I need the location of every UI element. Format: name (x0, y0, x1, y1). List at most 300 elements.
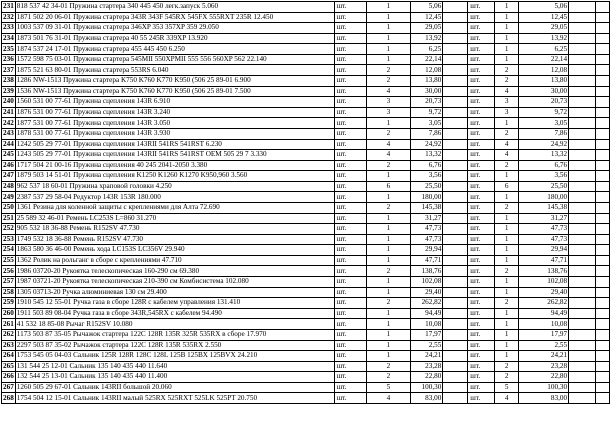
unit-cell: шт. (334, 181, 366, 192)
quantity-cell-2: 1 (495, 287, 519, 298)
empty-cell (569, 224, 596, 235)
table-row (2, 139, 610, 150)
unit-cell: шт. (334, 329, 366, 340)
empty-cell (595, 139, 609, 150)
unit-cell-2: шт. (468, 245, 495, 256)
row-number: 231 (3, 2, 14, 11)
amount-cell-2: 47,73 (519, 224, 569, 235)
row-number: 240 (3, 97, 14, 106)
empty-cell (595, 277, 609, 288)
amount-cell-2: 13,80 (519, 76, 569, 87)
quantity-cell: 1 (366, 118, 411, 129)
amount-cell-2: 12,08 (519, 65, 569, 76)
table-row (2, 2, 610, 13)
unit-cell-2: шт. (468, 150, 495, 161)
table-row (2, 382, 610, 393)
table-row (2, 213, 610, 224)
unit-cell: шт. (334, 255, 366, 266)
quantity-cell-2: 2 (495, 372, 519, 383)
row-number: 256 (3, 266, 14, 275)
empty-cell (569, 361, 596, 372)
empty-cell (595, 382, 609, 393)
row-number: 237 (3, 65, 14, 74)
amount-cell-2: 47,73 (519, 234, 569, 245)
empty-cell (595, 23, 609, 34)
quantity-cell-2: 4 (495, 86, 519, 97)
table-row (2, 107, 610, 118)
empty-cell (443, 107, 468, 118)
empty-cell (595, 393, 609, 404)
quantity-cell: 2 (366, 202, 411, 213)
quantity-cell-2: 1 (495, 2, 519, 13)
row-number: 268 (3, 393, 14, 402)
quantity-cell: 2 (366, 76, 411, 87)
amount-cell-2: 24,92 (519, 139, 569, 150)
empty-cell (595, 171, 609, 182)
empty-cell (595, 245, 609, 256)
unit-cell: шт. (334, 192, 366, 203)
amount-cell: 25,50 (411, 181, 443, 192)
unit-cell-2: шт. (468, 393, 495, 404)
quantity-cell-2: 1 (495, 33, 519, 44)
empty-cell (443, 382, 468, 393)
empty-cell (569, 255, 596, 266)
amount-cell-2: 138,76 (519, 266, 569, 277)
unit-cell: шт. (334, 118, 366, 129)
amount-cell-2: 3,56 (519, 171, 569, 182)
unit-cell-2: шт. (468, 382, 495, 393)
empty-cell (443, 298, 468, 309)
quantity-cell: 1 (366, 44, 411, 55)
empty-cell (569, 107, 596, 118)
item-description: 132 544 25 13-01 Сальник 135 140 435 440 11.400 (15, 372, 334, 383)
quantity-cell-2: 1 (495, 44, 519, 55)
empty-cell (569, 308, 596, 319)
empty-cell (443, 351, 468, 362)
empty-cell (443, 372, 468, 383)
empty-cell (595, 65, 609, 76)
amount-cell-2: 94,49 (519, 308, 569, 319)
empty-cell (595, 340, 609, 351)
table-row (2, 234, 610, 245)
item-description: 1863 580 36 46-00 Ремень хода LC153S LC356V 29.940 (15, 245, 334, 256)
amount-cell: 94,49 (411, 308, 443, 319)
item-description: 1874 537 24 17-01 Пружина стартера 455 445 450 6.250 (15, 44, 334, 55)
amount-cell-2: 13,32 (519, 150, 569, 161)
amount-cell: 47,71 (411, 255, 443, 266)
unit-cell-2: шт. (468, 372, 495, 383)
unit-cell-2: шт. (468, 287, 495, 298)
table-row (2, 44, 610, 55)
row-number: 235 (3, 44, 14, 53)
unit-cell-2: шт. (468, 266, 495, 277)
amount-cell-2: 30,00 (519, 86, 569, 97)
unit-cell-2: шт. (468, 86, 495, 97)
unit-cell-2: шт. (468, 202, 495, 213)
quantity-cell-2: 1 (495, 224, 519, 235)
quantity-cell-2: 1 (495, 12, 519, 23)
quantity-cell-2: 1 (495, 234, 519, 245)
item-description: 1260 505 29 67-01 Сальник 143RII большой 20.060 (15, 382, 334, 393)
unit-cell-2: шт. (468, 139, 495, 150)
amount-cell-2: 47,71 (519, 255, 569, 266)
item-description: 1173 503 87 35-05 Рычажок стартера 122C 128R 135R 325R 535RX в сборе 17.970 (15, 329, 334, 340)
unit-cell-2: шт. (468, 329, 495, 340)
amount-cell: 13,80 (411, 76, 443, 87)
empty-cell (443, 329, 468, 340)
unit-cell-2: шт. (468, 128, 495, 139)
quantity-cell: 1 (366, 308, 411, 319)
quantity-cell: 1 (366, 192, 411, 203)
empty-cell (443, 287, 468, 298)
empty-cell (443, 171, 468, 182)
unit-cell: шт. (334, 213, 366, 224)
unit-cell-2: шт. (468, 118, 495, 129)
quantity-cell: 1 (366, 255, 411, 266)
amount-cell: 138,76 (411, 266, 443, 277)
amount-cell: 3,56 (411, 171, 443, 182)
item-description: 1572 598 75 03-01 Пружина стартера 545МII 550XPМII 555 556 560XP 562 22.140 (15, 54, 334, 65)
table-row (2, 372, 610, 383)
unit-cell: шт. (334, 308, 366, 319)
row-number: 244 (3, 139, 14, 148)
empty-cell (595, 213, 609, 224)
empty-cell (595, 192, 609, 203)
quantity-cell-2: 2 (495, 76, 519, 87)
row-number: 265 (3, 361, 14, 370)
row-number: 247 (3, 171, 14, 180)
item-description: 1876 531 00 77-61 Пружина сцепления 143R 3.240 (15, 107, 334, 118)
empty-cell (443, 192, 468, 203)
quantity-cell: 1 (366, 171, 411, 182)
empty-cell (443, 12, 468, 23)
amount-cell: 22,14 (411, 54, 443, 65)
empty-cell (569, 128, 596, 139)
quantity-cell: 1 (366, 340, 411, 351)
empty-cell (569, 266, 596, 277)
quantity-cell-2: 4 (495, 150, 519, 161)
unit-cell: шт. (334, 266, 366, 277)
row-number: 233 (3, 23, 14, 32)
quantity-cell-2: 1 (495, 351, 519, 362)
item-description: 1877 531 00 77-61 Пружина сцепления 143R 3.050 (15, 118, 334, 129)
amount-cell-2: 9,72 (519, 107, 569, 118)
quantity-cell: 3 (366, 107, 411, 118)
amount-cell-2: 262,82 (519, 298, 569, 309)
amount-cell-2: 6,76 (519, 160, 569, 171)
item-description: 1003 537 09 31-01 Пружина стартера 346XP 353 357XP 359 29.050 (15, 23, 334, 34)
empty-cell (595, 76, 609, 87)
quantity-cell-2: 1 (495, 308, 519, 319)
row-number: 258 (3, 287, 14, 296)
empty-cell (569, 44, 596, 55)
unit-cell-2: шт. (468, 224, 495, 235)
amount-cell: 31,27 (411, 213, 443, 224)
empty-cell (443, 308, 468, 319)
empty-cell (443, 245, 468, 256)
amount-cell: 6,25 (411, 44, 443, 55)
unit-cell-2: шт. (468, 192, 495, 203)
amount-cell: 12,08 (411, 65, 443, 76)
unit-cell: шт. (334, 298, 366, 309)
item-description: 1871 502 20 06-01 Пружина стартера 343R 343F 545RX 545FX 555RXT 235R 12.450 (15, 12, 334, 23)
empty-cell (569, 393, 596, 404)
empty-cell (443, 97, 468, 108)
empty-cell (443, 44, 468, 55)
quantity-cell: 1 (366, 213, 411, 224)
amount-cell: 29,05 (411, 23, 443, 34)
unit-cell: шт. (334, 245, 366, 256)
empty-cell (443, 277, 468, 288)
unit-cell: шт. (334, 361, 366, 372)
unit-cell: шт. (334, 33, 366, 44)
item-description: 25 589 32 46-01 Ремень LC253S L=860 31.270 (15, 213, 334, 224)
empty-cell (443, 202, 468, 213)
empty-cell (569, 76, 596, 87)
empty-cell (569, 65, 596, 76)
amount-cell: 3,05 (411, 118, 443, 129)
empty-cell (595, 298, 609, 309)
item-description: 1910 545 12 55-01 Ручка газа в сборе 128R с кабелем управления 131.410 (15, 298, 334, 309)
amount-cell: 9,72 (411, 107, 443, 118)
empty-cell (595, 86, 609, 97)
unit-cell: шт. (334, 202, 366, 213)
empty-cell (595, 255, 609, 266)
quantity-cell: 1 (366, 12, 411, 23)
empty-cell (443, 213, 468, 224)
item-description: 131 544 25 12-01 Сальник 135 140 435 440 11.640 (15, 361, 334, 372)
empty-cell (569, 160, 596, 171)
row-number: 249 (3, 192, 14, 201)
quantity-cell: 1 (366, 33, 411, 44)
quantity-cell: 1 (366, 234, 411, 245)
table-row (2, 329, 610, 340)
amount-cell-2: 20,73 (519, 97, 569, 108)
table-row (2, 351, 610, 362)
table-row (2, 361, 610, 372)
unit-cell: шт. (334, 224, 366, 235)
quantity-cell: 1 (366, 23, 411, 34)
empty-cell (443, 139, 468, 150)
table-row (2, 393, 610, 404)
item-description: 905 532 18 36-88 Ремень R152SV 47.730 (15, 224, 334, 235)
amount-cell-2: 180,00 (519, 192, 569, 203)
empty-cell (443, 181, 468, 192)
empty-cell (569, 319, 596, 330)
table-row (2, 245, 610, 256)
amount-cell-2: 3,05 (519, 118, 569, 129)
table-row (2, 33, 610, 44)
quantity-cell: 2 (366, 65, 411, 76)
unit-cell-2: шт. (468, 255, 495, 266)
item-description: 1987 03721-20 Рукоятка телескопическая 210-390 см Комбисистема 102.080 (15, 277, 334, 288)
item-description: 1873 501 76 31-01 Пружина стартера 40 55 245R 339XP 13.920 (15, 33, 334, 44)
amount-cell-2: 100,30 (519, 382, 569, 393)
table-row (2, 266, 610, 277)
amount-cell-2: 5,06 (519, 2, 569, 13)
unit-cell-2: шт. (468, 107, 495, 118)
empty-cell (595, 351, 609, 362)
row-number: 246 (3, 160, 14, 169)
amount-cell: 7,86 (411, 128, 443, 139)
unit-cell: шт. (334, 393, 366, 404)
quantity-cell-2: 1 (495, 319, 519, 330)
row-number: 260 (3, 308, 14, 317)
item-description: 1305 03713-20 Ручка алюминиевая 130 см 29.400 (15, 287, 334, 298)
item-description: 818 537 42 34-01 Пружина стартера 340 445 450 легк.запуск 5.060 (15, 2, 334, 13)
unit-cell-2: шт. (468, 2, 495, 13)
empty-cell (595, 181, 609, 192)
unit-cell: шт. (334, 128, 366, 139)
amount-cell: 23,28 (411, 361, 443, 372)
empty-cell (569, 287, 596, 298)
quantity-cell-2: 2 (495, 65, 519, 76)
unit-cell-2: шт. (468, 171, 495, 182)
table-row (2, 86, 610, 97)
table-row (2, 298, 610, 309)
empty-cell (569, 181, 596, 192)
row-number: 253 (3, 234, 14, 243)
quantity-cell-2: 2 (495, 361, 519, 372)
unit-cell: шт. (334, 287, 366, 298)
row-number: 234 (3, 33, 14, 42)
unit-cell-2: шт. (468, 33, 495, 44)
quantity-cell-2: 1 (495, 255, 519, 266)
quantity-cell: 6 (366, 181, 411, 192)
quantity-cell-2: 1 (495, 329, 519, 340)
item-description: 1536 NW-1513 Пружина стартера K750 K760 K770 K950 (506 25 89-01 7.500 (15, 86, 334, 97)
amount-cell-2: 22,80 (519, 372, 569, 383)
quantity-cell: 4 (366, 150, 411, 161)
quantity-cell-2: 5 (495, 382, 519, 393)
amount-cell-2: 25,50 (519, 181, 569, 192)
unit-cell: шт. (334, 351, 366, 362)
amount-cell: 262,82 (411, 298, 443, 309)
empty-cell (569, 245, 596, 256)
amount-cell: 30,00 (411, 86, 443, 97)
unit-cell-2: шт. (468, 319, 495, 330)
unit-cell: шт. (334, 12, 366, 23)
empty-cell (443, 150, 468, 161)
quantity-cell-2: 1 (495, 171, 519, 182)
unit-cell-2: шт. (468, 97, 495, 108)
amount-cell: 100,30 (411, 382, 443, 393)
empty-cell (569, 329, 596, 340)
amount-cell: 22,80 (411, 372, 443, 383)
empty-cell (595, 33, 609, 44)
quantity-cell: 1 (366, 287, 411, 298)
empty-cell (443, 160, 468, 171)
unit-cell: шт. (334, 44, 366, 55)
amount-cell-2: 17,97 (519, 329, 569, 340)
quantity-cell: 1 (366, 245, 411, 256)
amount-cell-2: 10,08 (519, 319, 569, 330)
row-number: 243 (3, 129, 14, 138)
amount-cell: 180,00 (411, 192, 443, 203)
empty-cell (569, 12, 596, 23)
unit-cell-2: шт. (468, 44, 495, 55)
amount-cell: 5,06 (411, 2, 443, 13)
table-row (2, 319, 610, 330)
table-row (2, 97, 610, 108)
empty-cell (595, 224, 609, 235)
empty-cell (595, 118, 609, 129)
row-number: 248 (3, 182, 14, 191)
empty-cell (569, 192, 596, 203)
table-body (2, 2, 610, 404)
amount-cell: 24,92 (411, 139, 443, 150)
empty-cell (569, 202, 596, 213)
empty-cell (569, 382, 596, 393)
empty-cell (443, 224, 468, 235)
inventory-table (1, 1, 610, 404)
amount-cell-2: 83,00 (519, 393, 569, 404)
empty-cell (595, 2, 609, 13)
unit-cell: шт. (334, 372, 366, 383)
amount-cell-2: 145,38 (519, 202, 569, 213)
empty-cell (595, 97, 609, 108)
empty-cell (569, 118, 596, 129)
row-number: 267 (3, 383, 14, 391)
empty-cell (595, 287, 609, 298)
item-description: 1911 503 89 08-04 Ручка газа в сборе 343R,545RX с кабелем 94.490 (15, 308, 334, 319)
table-row (2, 202, 610, 213)
unit-cell-2: шт. (468, 65, 495, 76)
quantity-cell: 1 (366, 329, 411, 340)
item-description: 1717 504 21 00-16 Пружина сцепления 40 245 2041-2050 3.380 (15, 160, 334, 171)
amount-cell: 47,73 (411, 224, 443, 235)
unit-cell-2: шт. (468, 76, 495, 87)
row-number: 259 (3, 298, 14, 307)
item-description: 1243 505 29 77-01 Пружина сцепления 143RII 541RS 541RST OEM 505 29 7 3.330 (15, 150, 334, 161)
quantity-cell-2: 2 (495, 202, 519, 213)
row-number: 257 (3, 277, 14, 286)
unit-cell-2: шт. (468, 160, 495, 171)
table-row (2, 181, 610, 192)
quantity-cell: 2 (366, 361, 411, 372)
empty-cell (595, 308, 609, 319)
quantity-cell: 4 (366, 139, 411, 150)
unit-cell: шт. (334, 139, 366, 150)
unit-cell-2: шт. (468, 308, 495, 319)
row-number: 239 (3, 86, 14, 95)
unit-cell-2: шт. (468, 23, 495, 34)
unit-cell-2: шт. (468, 12, 495, 23)
empty-cell (443, 76, 468, 87)
empty-cell (569, 150, 596, 161)
empty-cell (595, 160, 609, 171)
amount-cell-2: 13,92 (519, 33, 569, 44)
amount-cell-2: 31,27 (519, 213, 569, 224)
amount-cell-2: 29,05 (519, 23, 569, 34)
row-number: 251 (3, 213, 14, 222)
quantity-cell-2: 1 (495, 277, 519, 288)
row-number: 250 (3, 203, 14, 212)
amount-cell-2: 6,25 (519, 44, 569, 55)
item-description: 962 537 18 60-01 Пружина храповой головки 4.250 (15, 181, 334, 192)
empty-cell (595, 12, 609, 23)
empty-cell (443, 319, 468, 330)
item-description: 1361 Резина для коленной защиты с креплениями для Алта 72.690 (15, 202, 334, 213)
amount-cell-2: 29,40 (519, 287, 569, 298)
amount-cell-2: 102,08 (519, 277, 569, 288)
table-row (2, 118, 610, 129)
table-row (2, 65, 610, 76)
row-number: 263 (3, 340, 14, 349)
item-description: 1754 504 12 15-01 Сальник 143RII малый 525RX 525RXT 525LK 525PT 20.750 (15, 393, 334, 404)
quantity-cell: 4 (366, 393, 411, 404)
empty-cell (595, 234, 609, 245)
